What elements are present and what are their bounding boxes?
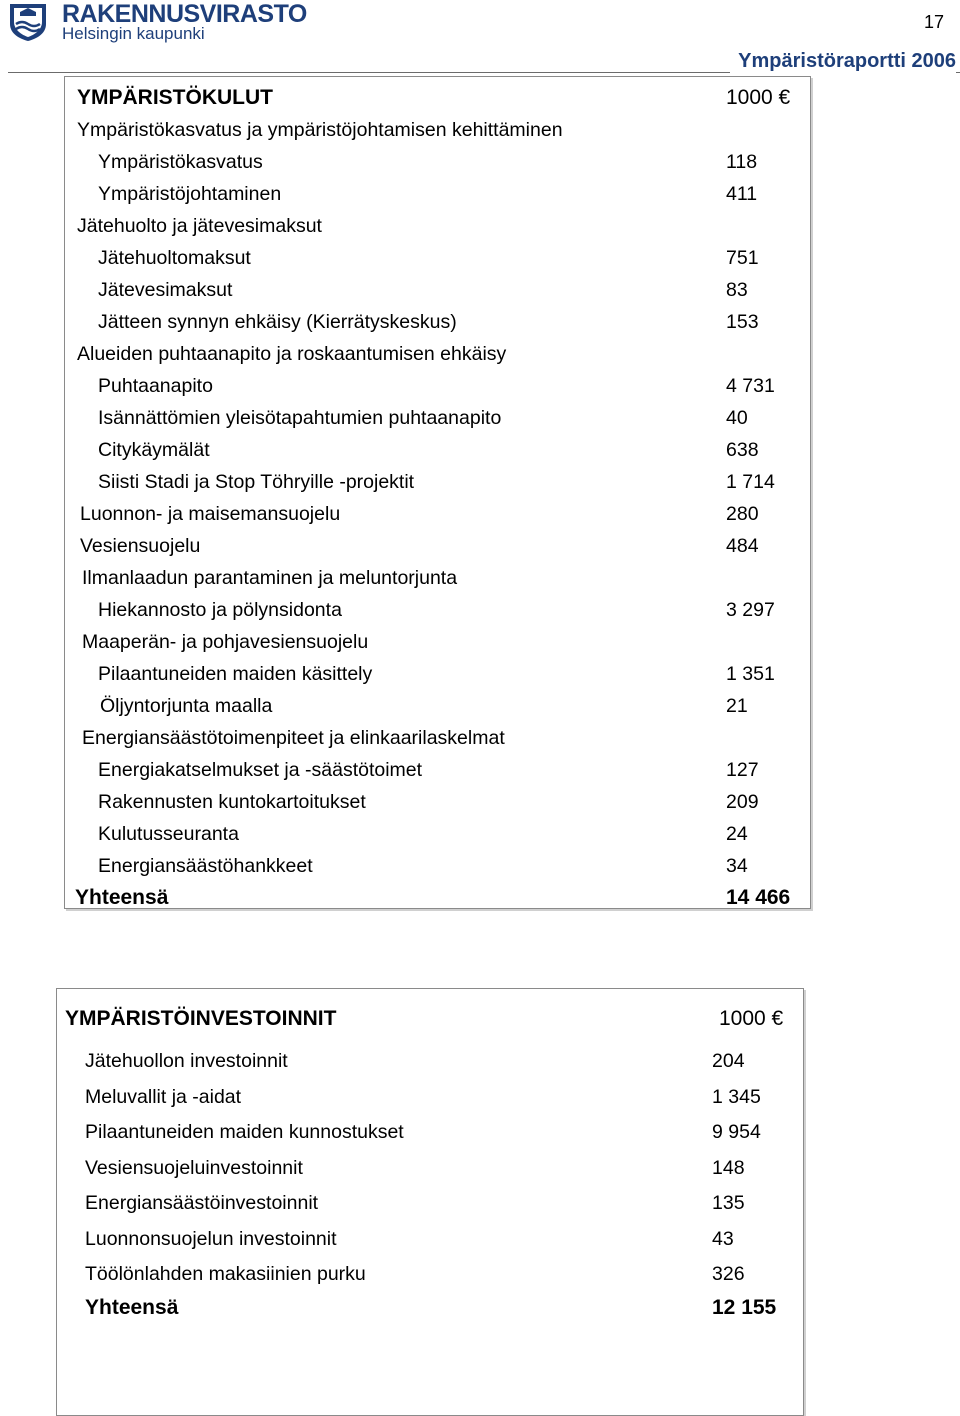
row-value: 326 [712,1263,745,1285]
total-value: 12 155 [712,1296,777,1319]
table-row [57,1259,803,1289]
row-label: Öljyntorjunta maalla [100,695,273,717]
environmental-costs-table [64,76,811,909]
table-row [65,243,810,273]
table-row [65,627,810,657]
row-label: Rakennusten kuntokartoitukset [98,791,366,813]
row-label: Citykäymälät [98,439,210,461]
row-value: 411 [726,183,758,205]
row-value: 209 [726,791,759,813]
table-row [65,307,810,337]
table-row [65,467,810,497]
row-value: 40 [726,407,748,429]
row-label: Luonnon- ja maisemansuojelu [80,503,341,525]
city-name: Helsingin kaupunki [62,24,205,43]
row-label: Ympäristökasvatus [98,151,263,173]
row-label: Alueiden puhtaanapito ja roskaantumisen ehkäisy [77,343,507,365]
row-value: 1 714 [726,471,775,493]
row-value: 43 [712,1228,734,1250]
row-label: Jätehuoltomaksut [98,247,251,269]
table-row [65,659,810,689]
row-value: 127 [726,759,759,781]
table-row [57,1224,803,1254]
total-value: 14 466 [726,886,791,909]
table-row [65,275,810,305]
row-value: 135 [712,1192,745,1214]
row-label: Ilmanlaadun parantaminen ja meluntorjunta [82,567,458,589]
table-row [65,371,810,401]
row-label: Energiansäästötoimenpiteet ja elinkaarilaskelmat [82,727,505,749]
total-label: Yhteensä [85,1296,179,1319]
organization-logo [6,0,307,46]
unit-label: 1000 € [719,1007,784,1030]
table-row [65,115,810,145]
row-label: Siisti Stadi ja Stop Töhryille -projektit [98,471,415,493]
table-row [65,499,810,529]
report-title: Ympäristöraportti 2006 [730,50,956,73]
table-row [57,1188,803,1218]
row-value: 148 [712,1157,745,1179]
row-label: Pilaantuneiden maiden kunnostukset [85,1121,404,1143]
row-label: Energiansäästöhankkeet [98,855,313,877]
total-row [57,1293,803,1323]
row-label: Maaperän- ja pohjavesiensuojelu [82,631,369,653]
row-value: 24 [726,823,748,845]
table-row [65,851,810,881]
row-label: Jätehuolto ja jätevesimaksut [77,215,322,237]
table-row [65,723,810,753]
unit-label: 1000 € [726,86,791,109]
row-value: 153 [726,311,759,333]
row-label: Jätteen synnyn ehkäisy (Kierrätyskeskus) [98,311,457,333]
table-row [65,531,810,561]
row-label: Vesiensuojelu [80,535,201,557]
total-label: Yhteensä [75,886,169,909]
row-value: 484 [726,535,759,557]
row-label: Energiansäästöinvestoinnit [85,1192,319,1214]
row-value: 1 351 [726,663,775,685]
environmental-investments-table [56,988,804,1416]
table-row [65,787,810,817]
table-title: YMPÄRISTÖINVESTOINNIT [65,1007,337,1030]
table-row [57,1046,803,1076]
table-row [65,403,810,433]
table-row [57,1082,803,1112]
row-value: 751 [726,247,759,269]
table-row [65,691,810,721]
organization-name: RAKENNUSVIRASTO [62,0,307,28]
table-row [65,755,810,785]
table-header-row [57,1004,803,1034]
page-number: 17 [923,12,944,32]
table-row [65,595,810,625]
row-label: Hiekannosto ja pölynsidonta [98,599,342,621]
row-label: Luonnonsuojelun investoinnit [85,1228,337,1250]
row-value: 204 [712,1050,745,1072]
total-row [65,883,810,913]
table-header-row [65,83,810,113]
table-row [65,211,810,241]
row-label: Energiakatselmukset ja -säästötoimet [98,759,423,781]
row-value: 34 [726,855,748,877]
table-row [57,1117,803,1147]
table-row [65,435,810,465]
row-label: Jätevesimaksut [98,279,233,301]
table-row [57,1153,803,1183]
table-row [65,147,810,177]
row-value: 9 954 [712,1121,761,1143]
row-label: Meluvallit ja -aidat [85,1086,242,1108]
table-row [65,563,810,593]
helsinki-crest-icon [6,2,50,42]
row-label: Ympäristöjohtaminen [98,183,282,205]
row-label: Kulutusseuranta [98,823,239,845]
row-value: 118 [726,151,758,173]
row-label: Pilaantuneiden maiden käsittely [98,663,373,685]
table-row [65,179,810,209]
row-value: 21 [726,695,748,717]
row-label: Puhtaanapito [98,375,213,397]
row-value: 83 [726,279,748,301]
table-row [65,819,810,849]
row-label: Töölönlahden makasiinien purku [85,1263,366,1285]
row-label: Jätehuollon investoinnit [85,1050,288,1072]
row-label: Isännättömien yleisötapahtumien puhtaanapito [98,407,502,429]
table-row [65,339,810,369]
row-value: 4 731 [726,375,775,397]
row-value: 638 [726,439,759,461]
row-value: 3 297 [726,599,775,621]
row-label: Vesiensuojeluinvestoinnit [85,1157,303,1179]
row-label: Ympäristökasvatus ja ympäristöjohtamisen kehittäminen [77,119,563,141]
table-title: YMPÄRISTÖKULUT [77,86,273,109]
row-value: 280 [726,503,759,525]
row-value: 1 345 [712,1086,761,1108]
